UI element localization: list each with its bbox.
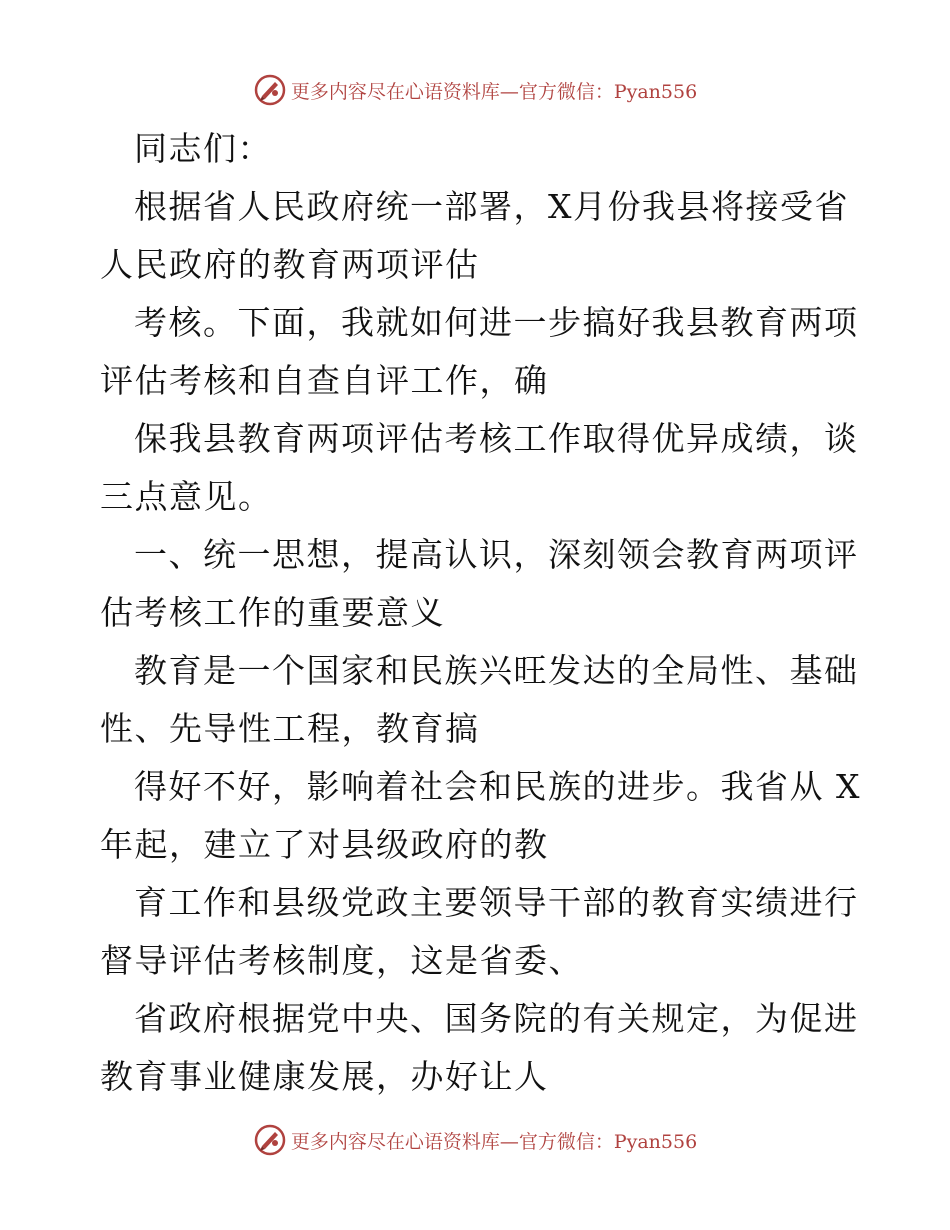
- paragraph-line: 督导评估考核制度，这是省委、: [100, 941, 583, 980]
- paragraph-line: 教育事业健康发展，办好让人: [100, 1057, 549, 1096]
- pen-heart-logo-icon: [253, 73, 287, 107]
- paragraph-line: 同志们：: [134, 129, 272, 168]
- paragraph-line: 教育是一个国家和民族兴旺发达的全局性、基础: [134, 651, 859, 690]
- paragraph-line: 省政府根据党中央、国务院的有关规定，为促进: [134, 999, 859, 1038]
- watermark-header: [0, 70, 950, 110]
- paragraph-line: 三点意见。: [100, 477, 273, 516]
- paragraph-line: 评估考核和自查自评工作，确: [100, 361, 549, 400]
- watermark-text: 更多内容尽在心语资料库—官方微信：Pyan556: [290, 1130, 698, 1153]
- paragraph-line: 人民政府的教育两项评估: [100, 245, 480, 284]
- paragraph-line: 根据省人民政府统一部署，X月份我县将接受省: [134, 187, 849, 226]
- pen-heart-logo-icon: [253, 1123, 287, 1157]
- paragraph-line: 考核。下面，我就如何进一步搞好我县教育两项: [134, 303, 859, 342]
- watermark-text: 更多内容尽在心语资料库—官方微信：Pyan556: [290, 80, 698, 103]
- paragraph-line: 性、先导性工程，教育搞: [100, 709, 480, 748]
- paragraph-line: 育工作和县级党政主要领导干部的教育实绩进行: [134, 883, 859, 922]
- paragraph-line: 保我县教育两项评估考核工作取得优异成绩，谈: [134, 419, 859, 458]
- document-body: [100, 120, 860, 1106]
- paragraph-line: 年起，建立了对县级政府的教: [100, 825, 549, 864]
- section-heading-line: 一、统一思想，提高认识，深刻领会教育两项评: [134, 535, 859, 574]
- paragraph-line: 得好不好，影响着社会和民族的进步。我省从 X: [134, 767, 861, 806]
- section-heading-line: 估考核工作的重要意义: [100, 593, 445, 632]
- watermark-footer: [0, 1120, 950, 1160]
